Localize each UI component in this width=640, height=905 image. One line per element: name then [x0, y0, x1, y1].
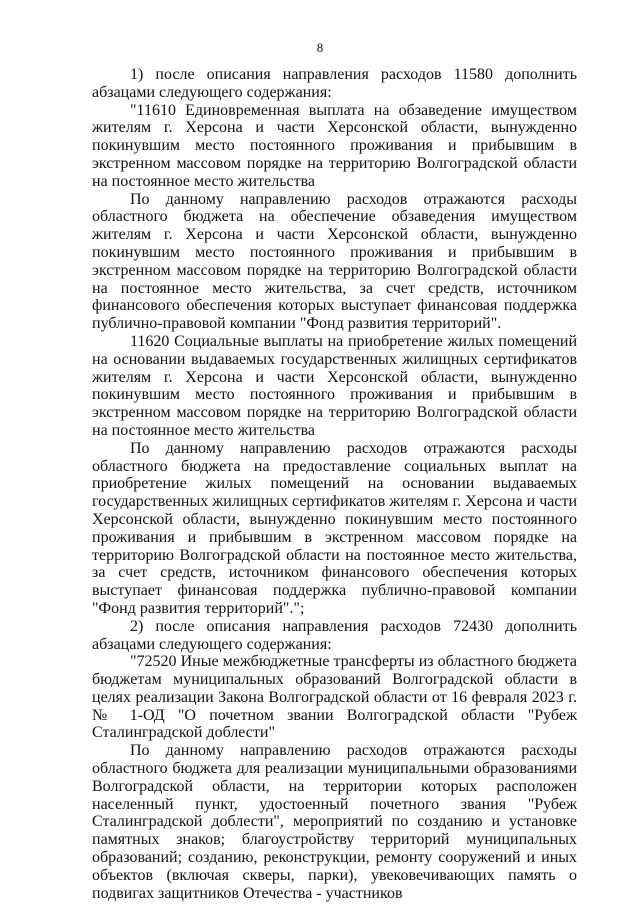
document-body	[92, 66, 577, 902]
page-number: 8	[316, 40, 324, 55]
paragraph-8: По данному направлению расходов отражаются расходы областного бюджета для реализации муниципальными образованиями Волгоградской области, на территории которых расположен населенный пункт, удостоенный почетного звания "Рубеж Сталинградской доблести", мероприятий по созданию и установке памятных знаков; благоустройству территорий муниципальных образований; созданию, реконструкции, ремонту сооружений и иных объектов (включая скверы, парки), увековечивающих память о подвигах защитников Отечества - участников	[92, 742, 577, 902]
paragraph-5: По данному направлению расходов отражаются расходы областного бюджета на предоставление социальных выплат на приобретение жилых помещений на основании выдаваемых государственных жилищных сертификатов жителям г. Херсона и части Херсонской области, вынужденно покинувшим место постоянного проживания и прибывшим в экстренном массовом порядке на территорию Волгоградской области на постоянное место жительства, за счет средств, источником финансового обеспечения которых выступает финансовая поддержка публично-правовой компании "Фонд развития территорий".";	[92, 439, 577, 617]
paragraph-4: 11620 Социальные выплаты на приобретение жилых помещений на основании выдаваемых государственных жилищных сертификатов жителям г. Херсона и части Херсонской области, вынужденно покинувшим место постоянного проживания и прибывшим в экстренном массовом порядке на территорию Волгоградской области на постоянное место жительства	[92, 332, 577, 439]
paragraph-2: "11610 Единовременная выплата на обзаведение имуществом жителям г. Херсона и части Херсонской области, вынужденно покинувшим место постоянного проживания и прибывшим в экстренном массовом порядке на территорию Волгоградской области на постоянное место жительства	[92, 101, 577, 190]
paragraph-3: По данному направлению расходов отражаются расходы областного бюджета на обеспечение обзаведения имуществом жителям г. Херсона и части Херсонской области, вынужденно покинувшим место постоянного проживания и прибывшим в экстренном массовом порядке на территорию Волгоградской области на постоянное место жительства, за счет средств, источником финансового обеспечения которых выступает финансовая поддержка публично-правовой компании "Фонд развития территорий".	[92, 190, 577, 333]
paragraph-1: 1) после описания направления расходов 11580 дополнить абзацами следующего содержания:	[92, 66, 577, 101]
margin-mark	[84, 398, 85, 399]
paragraph-7: "72520 Иные межбюджетные трансферты из областного бюджета бюджетам муниципальных образований Волгоградской области в целях реализации Закона Волгоградской области от 16 февраля 2023 г. № 1-ОД "О почетном звании Волгоградской области "Рубеж Сталинградской доблести"	[92, 653, 577, 742]
paragraph-6: 2) после описания направления расходов 72430 дополнить абзацами следующего содержания:	[92, 617, 577, 653]
